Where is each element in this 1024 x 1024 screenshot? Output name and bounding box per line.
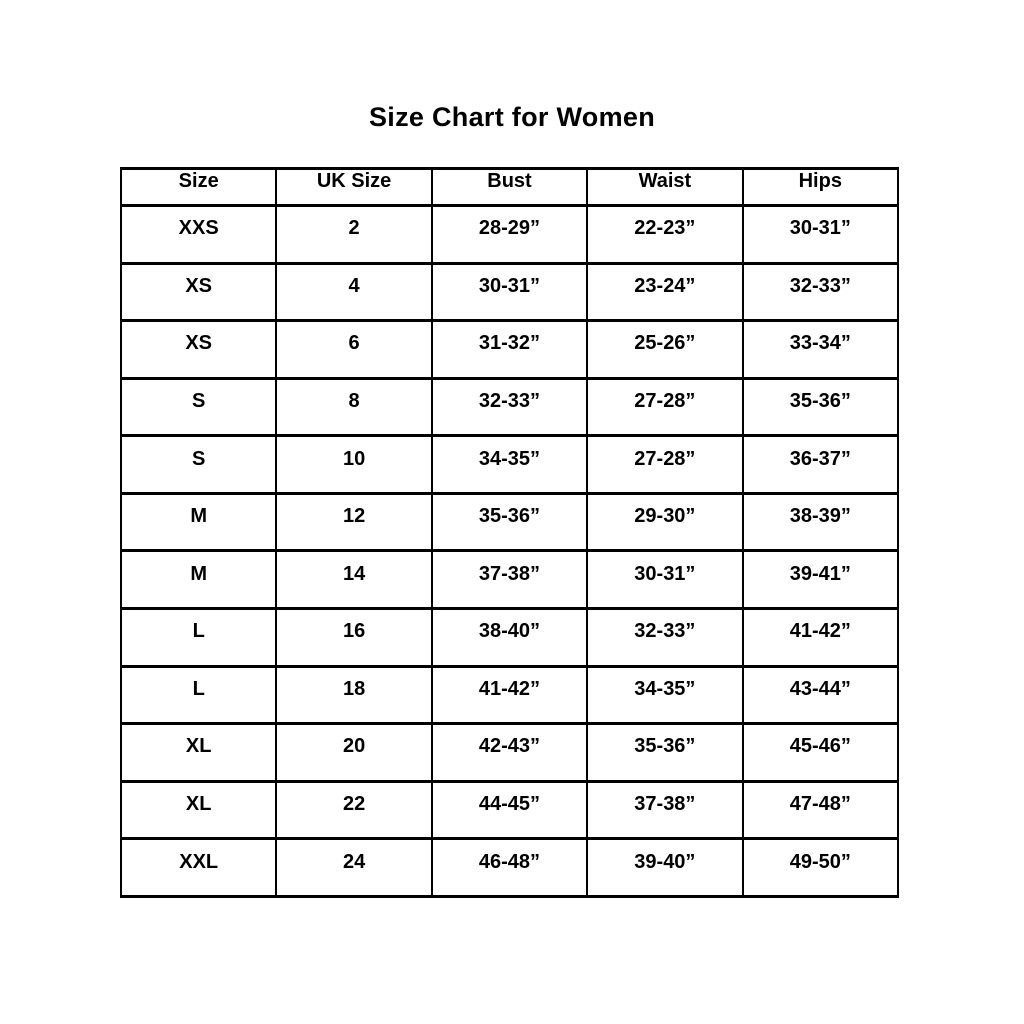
table-cell: 28-29” (432, 206, 587, 264)
table-cell: 32-33” (432, 378, 587, 436)
table-cell: 33-34” (743, 321, 898, 379)
table-row (121, 378, 898, 436)
table-cell: 12 (276, 493, 431, 551)
table-cell: 41-42” (743, 609, 898, 667)
table-cell: 25-26” (587, 321, 742, 379)
table-cell: 46-48” (432, 839, 587, 897)
table-row (121, 493, 898, 551)
table-cell: 37-38” (587, 781, 742, 839)
table-cell: XL (121, 781, 276, 839)
table-cell: 45-46” (743, 724, 898, 782)
column-header: Waist (587, 169, 742, 206)
table-cell: 35-36” (587, 724, 742, 782)
column-header: Bust (432, 169, 587, 206)
table-cell: 27-28” (587, 436, 742, 494)
table-cell: 44-45” (432, 781, 587, 839)
table-row (121, 206, 898, 264)
table-cell: 22 (276, 781, 431, 839)
table-row (121, 321, 898, 379)
column-header: Size (121, 169, 276, 206)
table-cell: 4 (276, 263, 431, 321)
table-cell: XXL (121, 839, 276, 897)
page-title: Size Chart for Women (368, 102, 656, 132)
table-cell: 18 (276, 666, 431, 724)
table-cell: 38-40” (432, 609, 587, 667)
table-cell: 47-48” (743, 781, 898, 839)
table-cell: XL (121, 724, 276, 782)
table-cell: 2 (276, 206, 431, 264)
table-cell: 20 (276, 724, 431, 782)
table-cell: 31-32” (432, 321, 587, 379)
table-cell: 24 (276, 839, 431, 897)
table-cell: 8 (276, 378, 431, 436)
size-chart-table (120, 167, 899, 898)
table-cell: XS (121, 321, 276, 379)
table-cell: 34-35” (432, 436, 587, 494)
table-cell: S (121, 436, 276, 494)
table-cell: 36-37” (743, 436, 898, 494)
table-cell: 37-38” (432, 551, 587, 609)
table-cell: 49-50” (743, 839, 898, 897)
table-row (121, 781, 898, 839)
table-cell: 32-33” (743, 263, 898, 321)
table-cell: 41-42” (432, 666, 587, 724)
table-cell: 22-23” (587, 206, 742, 264)
table-cell: 14 (276, 551, 431, 609)
table-cell: 39-40” (587, 839, 742, 897)
table-cell: 16 (276, 609, 431, 667)
table-cell: XXS (121, 206, 276, 264)
table-cell: 30-31” (587, 551, 742, 609)
table-row (121, 609, 898, 667)
table-header-row (121, 169, 898, 206)
table-cell: M (121, 493, 276, 551)
table-cell: XS (121, 263, 276, 321)
table-cell: 39-41” (743, 551, 898, 609)
column-header: Hips (743, 169, 898, 206)
table-cell: 35-36” (432, 493, 587, 551)
table-cell: L (121, 609, 276, 667)
table-row (121, 263, 898, 321)
table-cell: 27-28” (587, 378, 742, 436)
table-cell: M (121, 551, 276, 609)
table-row (121, 551, 898, 609)
table-cell: 35-36” (743, 378, 898, 436)
column-header: UK Size (276, 169, 431, 206)
table-cell: 42-43” (432, 724, 587, 782)
table-cell: 34-35” (587, 666, 742, 724)
table-body (121, 206, 898, 897)
table-header (121, 169, 898, 206)
table-cell: S (121, 378, 276, 436)
table-cell: 6 (276, 321, 431, 379)
table-cell: 10 (276, 436, 431, 494)
table-cell: 38-39” (743, 493, 898, 551)
table-cell: 43-44” (743, 666, 898, 724)
table-cell: L (121, 666, 276, 724)
table-cell: 30-31” (743, 206, 898, 264)
table-row (121, 839, 898, 897)
table-row (121, 436, 898, 494)
table-cell: 32-33” (587, 609, 742, 667)
table-cell: 30-31” (432, 263, 587, 321)
table-row (121, 724, 898, 782)
table-cell: 29-30” (587, 493, 742, 551)
table-cell: 23-24” (587, 263, 742, 321)
table-row (121, 666, 898, 724)
